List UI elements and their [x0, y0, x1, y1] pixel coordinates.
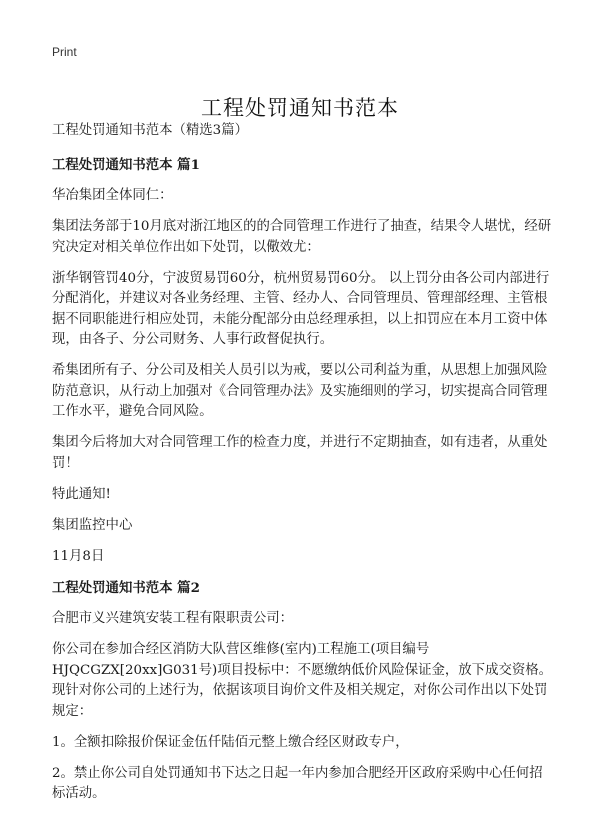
section-2-item-1: 1。全额扣除报价保证金伍仟陆佰元整上缴合经区财政专户，	[52, 734, 409, 750]
section-1-paragraph-4: 集团今后将加大对合同管理工作的检查力度，并进行不定期抽查，如有违者，从重处罚！	[52, 435, 548, 471]
section-2-paragraph-1: 你公司在参加合经区消防大队营区维修(室内)工程施工(项目编号HJQCGZX[20xx]G031号)项目投标中：不愿缴纳低价风险保证金，放下成交资格。现针对你公司的上述行为，依据该项目询价文件及相关规定，对你公司作出以下处罚规定：	[52, 642, 553, 719]
section-1-salutation: 华冶集团全体同仁：	[52, 188, 173, 203]
document-title: 工程处罚通知书范本	[201, 96, 399, 121]
print-label: Print	[52, 45, 77, 59]
section-1-closing: 特此通知!	[52, 486, 111, 502]
section-2-salutation: 合肥市义兴建筑安装工程有限职责公司：	[52, 611, 294, 626]
section-2-heading: 工程处罚通知书范本 篇2	[52, 579, 200, 596]
section-1-paragraph-3: 希集团所有子、分公司及相关人员引以为戒，要以公司利益为重，从思想上加强风险防范意识，从行动上加强对《合同管理办法》及实施细则的学习，切实提高合同管理工作水平，避免合同风险。	[52, 363, 548, 419]
document-body	[52, 121, 554, 815]
section-2-item-2: 2。禁止你公司自处罚通知书下达之日起一年内参加合肥经开区政府采购中心任何招标活动。	[52, 765, 543, 801]
section-1-paragraph-1: 集团法务部于10月底对浙江地区的的合同管理工作进行了抽查，结果令人堪忧，经研究决定对相关单位作出如下处罚，以儆效尤：	[52, 219, 552, 255]
document-subtitle: 工程处罚通知书范本（精选3篇）	[52, 123, 248, 138]
section-1-signature: 集团监控中心	[52, 517, 133, 533]
section-1-paragraph-2: 浙华钢管罚40分，宁波贸易罚60分，杭州贸易罚60分。 以上罚分由各公司内部进行分配消化，并建议对各业务经理、主管、经办人、合同管理员、管理部经理、主管根据不同职能进行相应处罚，未能分配部分由总经理承担，以上扣罚应在本月工资中体现，由各子、分公司财务、人事行政督促执行。	[52, 270, 550, 347]
section-1-date: 11月8日	[52, 548, 105, 564]
section-1-heading: 工程处罚通知书范本 篇1	[52, 156, 200, 173]
